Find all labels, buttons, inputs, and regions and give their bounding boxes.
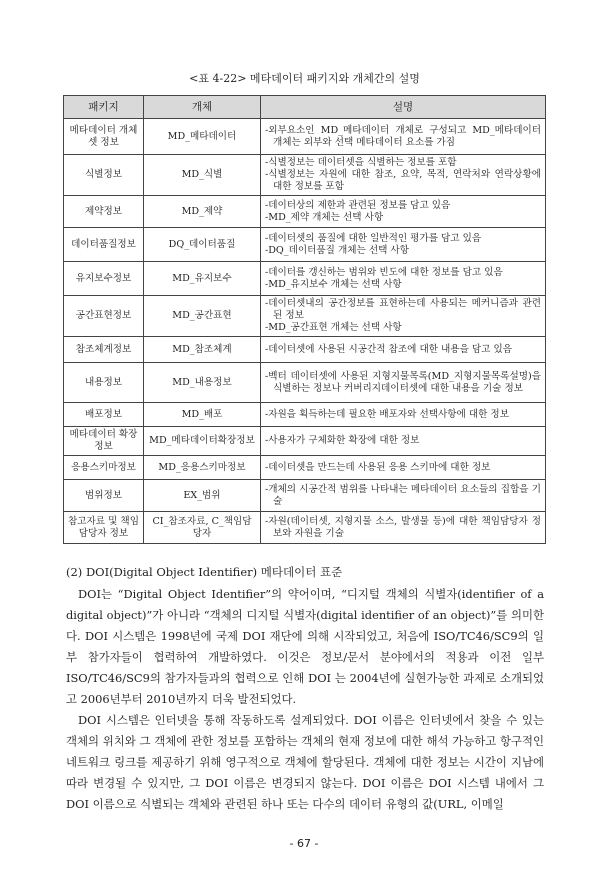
table-header-row (64, 96, 546, 119)
description-line: -식별정보는 데이터셋을 식별하는 정보를 포함 (265, 157, 457, 168)
description-cell (261, 427, 546, 456)
package-cell: 내용정보 (64, 363, 144, 403)
description-line: -데이터를 갱신하는 범위와 빈도에 대한 정보를 담고 있음 (265, 266, 503, 278)
description-line: -DQ_데이터품질 개체는 선택 사항 (265, 244, 409, 256)
entity-cell: MD_배포 (144, 403, 261, 427)
description-cell (261, 262, 546, 296)
package-cell: 식별정보 (64, 155, 144, 196)
description-line: -MD_제약 개체는 선택 사항 (265, 211, 384, 223)
package-cell: 참고자료 및 책임담당자 정보 (64, 512, 144, 544)
entity-cell: MD_내용정보 (144, 363, 261, 403)
table-row (64, 403, 546, 427)
entity-cell: MD_제약 (144, 196, 261, 228)
package-cell: 공간표현정보 (64, 296, 144, 337)
page-number: - 67 - (289, 837, 319, 850)
description-line: -데이터셋내의 공간정보를 표현하는데 사용되는 메커니즘과 관련된 정보 (265, 298, 541, 321)
package-cell: 응용스키마정보 (64, 456, 144, 480)
table-row (64, 155, 546, 196)
description-cell (261, 155, 546, 196)
description-cell (261, 480, 546, 512)
package-cell: 데이터품질정보 (64, 228, 144, 262)
description-cell (261, 119, 546, 155)
header-description: 설명 (261, 96, 546, 119)
package-cell: 배포정보 (64, 403, 144, 427)
description-line: -벡터 데이터셋에 사용된 지형지물목록(MD_지형지물목록설명)을 식별하는 정보나 커버리지데이터셋에 대한 내용을 기술 정보 (265, 370, 541, 394)
description-line: -데이터셋의 품질에 대한 일반적인 평가를 담고 있음 (265, 232, 482, 244)
description-cell (261, 403, 546, 427)
entity-cell: DQ_데이터품질 (144, 228, 261, 262)
paragraph: DOI 시스템은 인터넷을 통해 작동하도록 설계되었다. DOI 이름은 인터넷에서 찾을 수 있는 객체의 위치와 그 객체에 관한 정보를 포함하는 객체의 현재 정보에 대한 해석 가능하고 항구적인 네트워크 링크를 제공하기 위해 영구적으로 객체에 할당된다. 객체에 대한 정보는 시간이 지남에 따라 변경될 수 있지만, 그 DOI 이름은 변경되지 않는다. DOI 이름은 DOI 시스템 내에서 그 DOI 이름으로 식별되는 객체와 관련된 하나 또는 다수의 데이터 유형의 값(URL, 이메일 (66, 713, 544, 811)
entity-cell: EX_범위 (144, 480, 261, 512)
entity-cell: MD_메타데이터확장정보 (144, 427, 261, 456)
table-row (64, 196, 546, 228)
description-line: -MD_공간표현 개체는 선택 사항 (265, 322, 402, 333)
entity-cell: MD_유지보수 (144, 262, 261, 296)
table-row (64, 296, 546, 337)
description-line: -식별정보는 자원에 대한 참조, 요약, 목적, 연락처와 연락상황에 대한 정보를 포함 (265, 169, 541, 192)
package-cell: 참조체계정보 (64, 337, 144, 363)
table-row (64, 119, 546, 155)
entity-cell: CI_참조자료, C_책임담당자 (144, 512, 261, 544)
description-line: -사용자가 구체화한 확장에 대한 정보 (265, 435, 420, 446)
table-row (64, 228, 546, 262)
package-cell: 제약정보 (64, 196, 144, 228)
entity-cell: MD_응용스키마정보 (144, 456, 261, 480)
table-caption: <표 4-22> 메타데이터 패키지와 개체간의 설명 (189, 72, 420, 85)
entity-cell: MD_메타데이터 (144, 119, 261, 155)
paragraph: DOI는 “Digital Object Identifier”의 약어이며, “디지털 객체의 식별자(identifier of a digital object)”가 아니라 “객체의 디지털 식별자(digital identifier of an object)”를 의미한다. DOI 시스템은 1998년에 국제 DOI 재단에 의해 시작되었고, 처음에 ISO/TC46/SC9의 일부 참가자들이 협력하여 개발하였다. 이것은 정보/문서 분야에서의 적용과 이전 일부 ISO/TC46/SC9의 참가자들과의 협력으로 인해 DOI 는 2004년에 실현가능한 과제로 소개되었고 2006년부터 2010년까지 더욱 발전되었다. (66, 587, 544, 706)
package-cell: 범위정보 (64, 480, 144, 512)
entity-cell: MD_공간표현 (144, 296, 261, 337)
metadata-package-table (63, 95, 546, 544)
package-cell: 메타데이터 확장정보 (64, 427, 144, 456)
entity-cell: MD_참조체계 (144, 337, 261, 363)
description-line: -데이터셋을 만드는데 사용된 응용 스키마에 대한 정보 (265, 461, 491, 473)
description-cell (261, 512, 546, 544)
table-row (64, 456, 546, 480)
header-package: 패키지 (64, 96, 144, 119)
header-entity: 개체 (144, 96, 261, 119)
description-line: -자원을 획득하는데 필요한 배포자와 선택사항에 대한 정보 (265, 408, 509, 420)
description-line: -개체의 시공간적 범위를 나타내는 메타데이터 요소들의 집합을 기술 (265, 483, 541, 507)
table-row (64, 363, 546, 403)
description-cell (261, 228, 546, 262)
description-cell (261, 363, 546, 403)
description-cell (261, 196, 546, 228)
description-line: -데이터상의 제한과 관련된 정보를 담고 있음 (265, 199, 451, 211)
table-row (64, 480, 546, 512)
description-cell (261, 456, 546, 480)
description-line: -데이터셋에 사용된 시공간적 참조에 대한 내용을 담고 있음 (265, 343, 513, 355)
table-row (64, 337, 546, 363)
entity-cell: MD_식별 (144, 155, 261, 196)
description-line: -MD_유지보수 개체는 선택 사항 (265, 278, 402, 290)
package-cell: 유지보수정보 (64, 262, 144, 296)
package-cell: 메타데이터 개체셋 정보 (64, 119, 144, 155)
section-heading: (2) DOI(Digital Object Identifier) 메타데이터 표준 (66, 565, 343, 579)
table-row (64, 262, 546, 296)
description-cell (261, 337, 546, 363)
table-row (64, 427, 546, 456)
description-line: -자원(데이터셋, 지형지물 소스, 발생물 등)에 대한 책임담당자 정보와 자원을 기술 (265, 515, 541, 539)
table-row (64, 512, 546, 544)
description-line: -외부요소인 MD_메타데이터 개체로 구성되고 MD_메타데이터 개체는 외부와 선택 메타데이터 요소를 가짐 (265, 124, 541, 148)
description-cell (261, 296, 546, 337)
